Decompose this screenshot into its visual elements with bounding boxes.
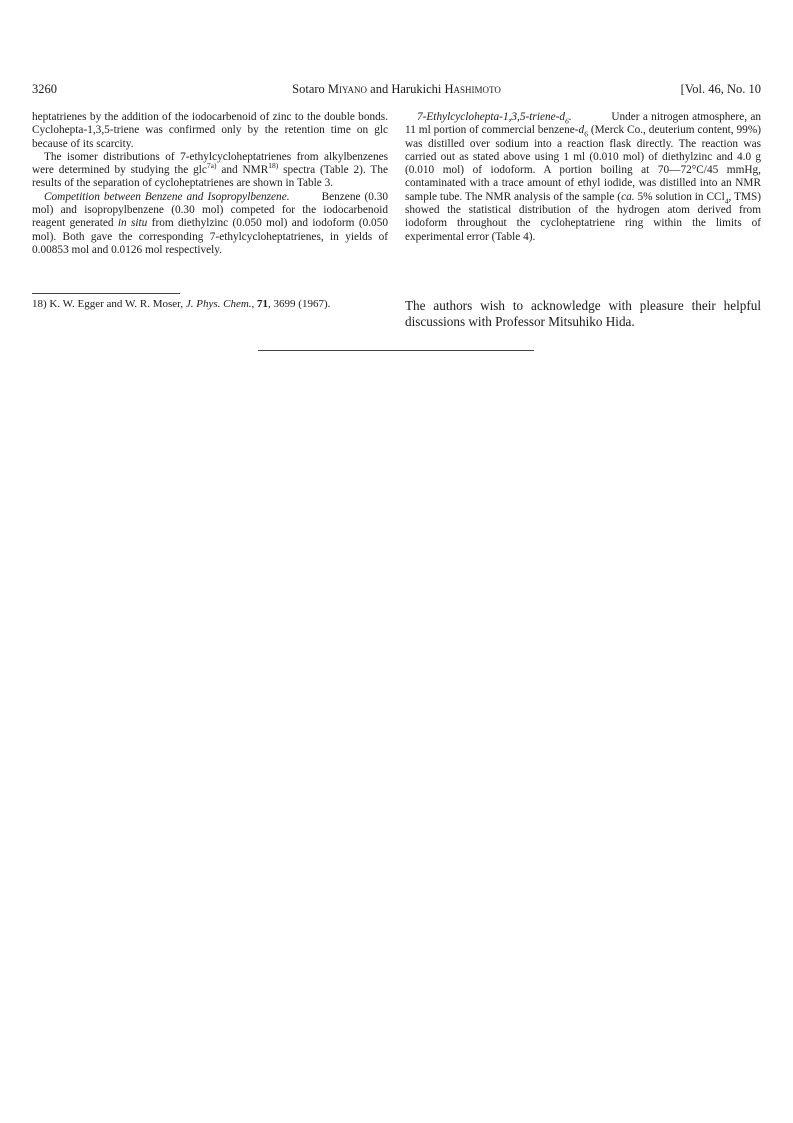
author1-last: Miyano (327, 82, 368, 96)
paragraph-isomer-distributions: The isomer distributions of 7-ethylcycloheptatrienes from alkylbenzenes were determined by studying the glc$^{7a)}$ and NMR$^{18)}$ spectra (Table 2). The results of the separation of cycloheptatrienes are shown in Table 3. (32, 150, 388, 190)
section-heading-competition: Competition between Benzene and Isopropylbenzene. (44, 190, 290, 203)
left-column (32, 111, 388, 257)
author2-last: Hashimoto (444, 82, 501, 96)
paragraph-continuation: heptatrienes by the addition of the iodocarbenoid of zinc to the double bonds. Cyclohepta-1,3,5-triene was confirmed only by the retention time on glc because of its scarcity. (32, 111, 388, 150)
author2-first: Harukichi (391, 82, 442, 96)
reference-18: 18) (268, 161, 279, 171)
running-header (32, 82, 761, 98)
footnote-divider (32, 293, 180, 294)
paragraph-deuterated-synthesis: $7-Ethylcyclohepta-1,3,5-triene-d_6$. Under a nitrogen atmosphere, an 11 ml portion of commercial benzene-$d_6$ (Merck Co., deuterium content, 99%) was distilled over sodium into a reaction flask directly. The reaction was carried out as stated above using 1 ml (0.010 mol) of diethylzinc and 4.0 g (0.010 mol) of iodoform. A portion boiling at 70—72°C/45 mmHg, contaminated with a trace amount of ethyl iodide, was distilled into an NMR sample tube. The NMR analysis of the sample (ca. 5% solution in CCl$_4$, TMS) showed the statistical distribution of the hydrogen atom derived from iodoform throughout the cycloheptatriene ring within the limits of experimental error (Table 4). (405, 111, 762, 243)
footnote-18: 18) K. W. Egger and W. R. Moser, J. Phys. Chem., 71, 3699 (1967). (32, 298, 331, 310)
journal-volume: [Vol. 46, No. 10 (680, 82, 761, 96)
paragraph-competition: Competition between Benzene and Isopropylbenzene. Benzene (0.30 mol) and isopropylbenzene (0.30 mol) competed for the iodocarbenoid reagent generated in situ from diethylzinc (0.050 mol) and iodoform (0.050 mol). Both gave the corresponding 7-ethylcycloheptatrienes, in yields of 0.00853 mol and 0.0126 mol respectively. (32, 190, 389, 256)
right-column (405, 111, 761, 244)
reference-7a: 7a) (206, 161, 217, 171)
section-heading-ethylcycloheptatriene-d6: $7-Ethylcyclohepta-1,3,5-triene-d_6$. (417, 111, 572, 126)
author1-first: Sotaro (292, 82, 325, 96)
page-number: 3260 (32, 82, 57, 96)
and-word: and (370, 82, 389, 96)
acknowledgement: The authors wish to acknowledge with pleasure their helpful discussions with Professor Mitsuhiko Hida. (405, 298, 761, 329)
article-end-rule (258, 350, 534, 351)
running-authors (32, 82, 761, 97)
